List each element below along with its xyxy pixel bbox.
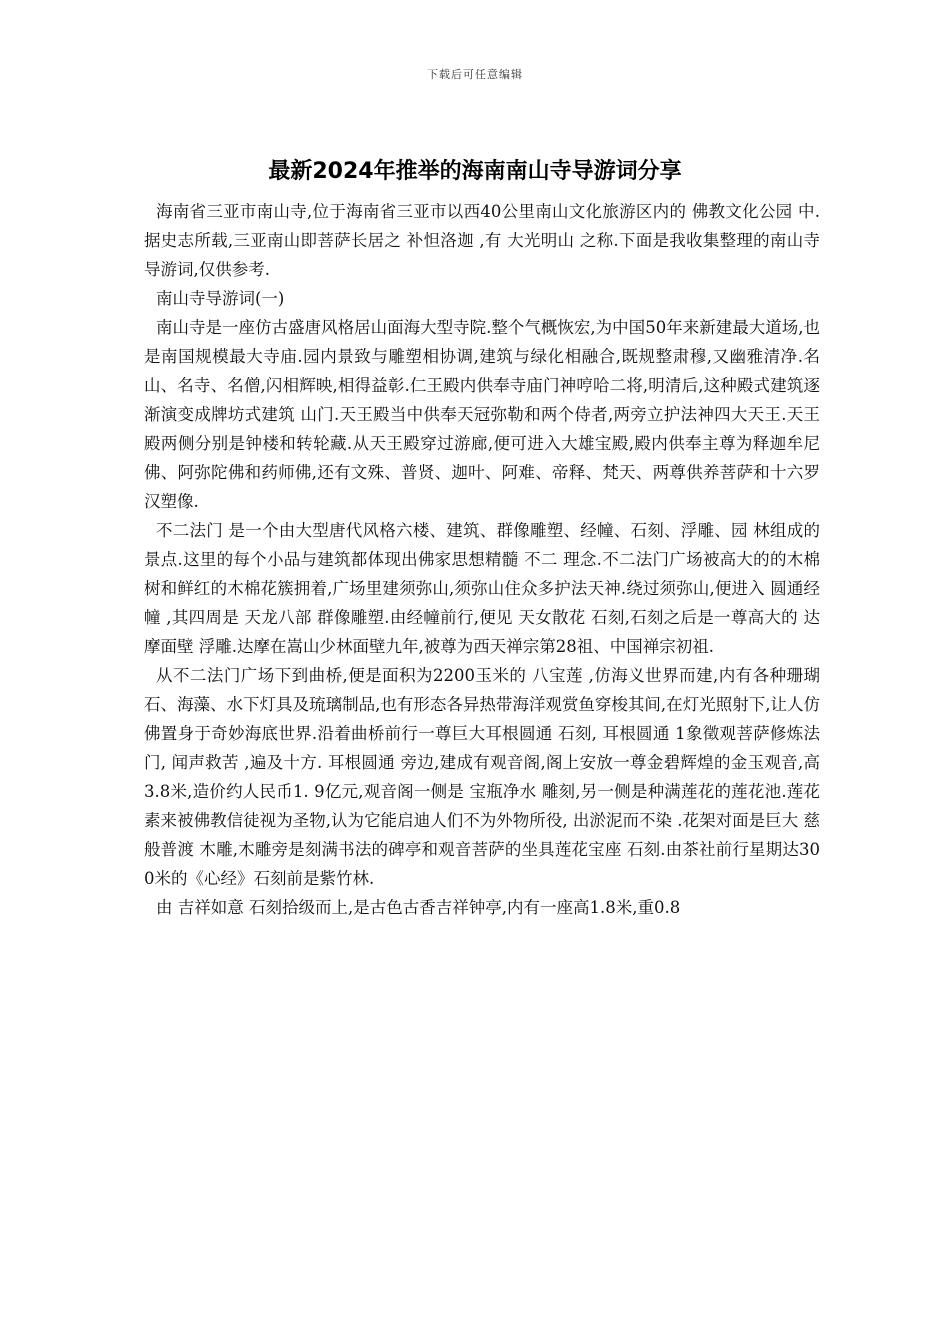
paragraph-intro: 海南省三亚市南山寺,位于海南省三亚市以西40公里南山文化旅游区内的 佛教文化公园 中.据史志所载,三亚南山即菩萨长居之 补怛洛迦 ,有 大光明山 之称.下面是我收集整理的南山寺导游词,仅供参考. bbox=[144, 202, 820, 279]
page-header: 下载后可任意编辑 bbox=[427, 68, 523, 81]
section-heading: 南山寺导游词(一) bbox=[156, 289, 285, 308]
paragraph-babao-lian: 从不二法门广场下到曲桥,便是面积为2200玉米的 八宝莲 ,仿海义世界而建,内有各种珊瑚石、海藻、水下灯具及琉璃制品,也有形态各异热带海洋观赏鱼穿梭其间,在灯光照射下,让人仿佛置身于奇妙海底世界.沿着曲桥前行一尊巨大耳根圆通 石刻, 耳根圆通 1象徵观菩萨修炼法门, 闻声救苦 ,遍及十方. 耳根圆通 旁边,建成有观音阁,阁上安放一尊金碧辉煌的金玉观音,高3.8米,造价约人民币1. 9亿元,观音阁一侧是 宝瓶净水 雕刻,另一侧是种满莲花的莲花池.莲花素来被佛教信徒视为圣物,认为它能启迪人们不为外物所役, 出淤泥而不染 .花架对面是巨大 慈般普渡 木雕,木雕旁是刻满书法的碑亭和观音菩萨的坐具莲花宝座 石刻.由茶社前行星期达300米的《心经》石刻前是紫竹林. bbox=[144, 666, 820, 888]
document-title: 最新2024年推举的海南南山寺导游词分享 bbox=[268, 159, 682, 184]
paragraph-nanshan-temple: 南山寺是一座仿古盛唐风格居山面海大型寺院.整个气概恢宏,为中国50年来新建最大道场,也是南国规模最大寺庙.园内景致与雕塑相协调,建筑与绿化相融合,既规整肃穆,又幽雅清净.名山、名寺、名僧,闪相辉映,相得益彰.仁王殿内供奉寺庙门神哼哈二将,明清后,这种殿式建筑逐渐演变成牌坊式建筑 山门.天王殿当中供奉天冠弥勒和两个侍者,两旁立护法神四大天王.天王殿两侧分别是钟楼和转轮藏.从天王殿穿过游廊,便可进入大雄宝殿,殿内供奉主尊为释迦牟尼佛、阿弥陀佛和药师佛,还有文殊、普贤、迦叶、阿难、帝释、梵天、两尊供养菩萨和十六罗汉塑像. bbox=[144, 318, 820, 511]
paragraph-jixiang-ruyi: 由 吉祥如意 石刻拾级而上,是古色古香吉祥钟亭,内有一座高1.8米,重0.8 bbox=[156, 898, 681, 917]
paragraph-buer-famen: 不二法门 是一个由大型唐代风格六楼、建筑、群像雕塑、经幢、石刻、浮雕、园 林组成的景点.这里的每个小品与建筑都体现出佛家思想精髓 不二 理念.不二法门广场被高大的的木棉树和鲜红的木棉花簇拥着,广场里建须弥山,须弥山住众多护法天神.绕过须弥山,便进入 圆通经幢 ,其四周是 天龙八部 群像雕塑.由经幢前行,便见 天女散花 石刻,石刻之后是一尊高大的 达摩面壁 浮雕.达摩在嵩山少林面壁九年,被尊为西天禅宗第28祖、中国禅宗初祖. bbox=[144, 521, 820, 656]
document-body bbox=[144, 197, 820, 922]
